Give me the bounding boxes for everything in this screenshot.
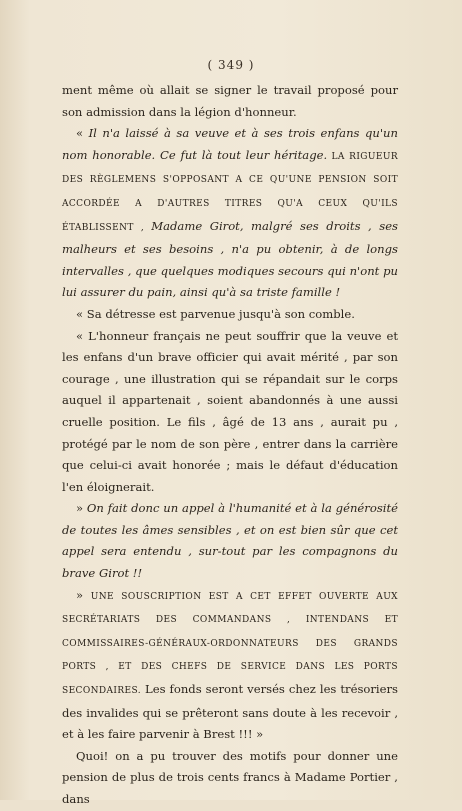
quote-mark: » (76, 587, 91, 602)
paragraph-3: « Sa détresse est parvenue jusqu'à son comble. (76, 306, 355, 321)
regular-text: Les fonds seront versés chez les trésoriers des invalides qui se prêteront sans doute à les recevoir , et à les faire parvenir à Brest !!! » (62, 682, 398, 742)
paragraph-1: ment même où allait se signer le travail proposé pour son admission dans la légion d'honneur. (62, 83, 398, 119)
italic-text: Il n'a laissé à sa veuve et à ses trois enfans qu'un nom honorable. Ce fut là tout leur héritage. (62, 126, 398, 162)
paragraph-5 (62, 498, 398, 584)
paragraph-7: Quoi! on a pu trouver des motifs pour donner une pension de plus de trois cents francs à Madame Portier , dans (62, 748, 398, 806)
italic-text: Madame Girot, malgré ses droits , ses malheurs et ses besoins , n'a pu obtenir, à de longs intervalles , que quelques modiques secours qui n'ont pu lui assurer du pain, ainsi qu'à sa triste famille ! (62, 218, 399, 300)
paragraph-2 (62, 123, 398, 304)
page-body (62, 80, 398, 811)
italic-text: On fait donc un appel à l'humanité et à la générosité de toutes les âmes sensibles , et on est bien sûr que cet appel sera entendu , sur-tout par les compagnons du brave Girot !! (62, 501, 398, 581)
quote-mark: » (76, 501, 87, 516)
quote-mark: « (76, 126, 89, 141)
page-number: ( 349 ) (207, 58, 255, 72)
paragraph-4: « L'honneur français ne peut souffrir que la veuve et les enfans d'un brave officier qui avait mérité , par son courage , une illustration qui se répandait sur le corps auquel il appartenait , soient abandonnés à une aussi cruelle position. Le fils , âgé de 13 ans , aurait pu , protégé par le nom de son père , entrer dans la carrière que celui-ci avait honorée ; mais le défaut d'éducation l'en éloignerait. (62, 328, 398, 494)
paragraph-6 (62, 585, 398, 746)
small-caps-text: LA RIGUEUR DES RÈGLEMENS S'OPPOSANT A CE QU'UNE PENSION SOIT ACCORDÉE A D'AUTRES TITRES QU'A CEUX QU'ILS ÉTABLISSENT , (62, 151, 398, 233)
small-caps-text: UNE SOUSCRIPTION EST A CET EFFET OUVERTE AUX SECRÉTARIATS DES COMMANDANS , INTENDANS ET COMMISSAIRES-GÉNÉRAUX-ORDONNATEURS DES GRANDS PORTS , ET DES CHEFS DE SERVICE DANS LES PORTS SECONDAIRES. (62, 591, 398, 697)
